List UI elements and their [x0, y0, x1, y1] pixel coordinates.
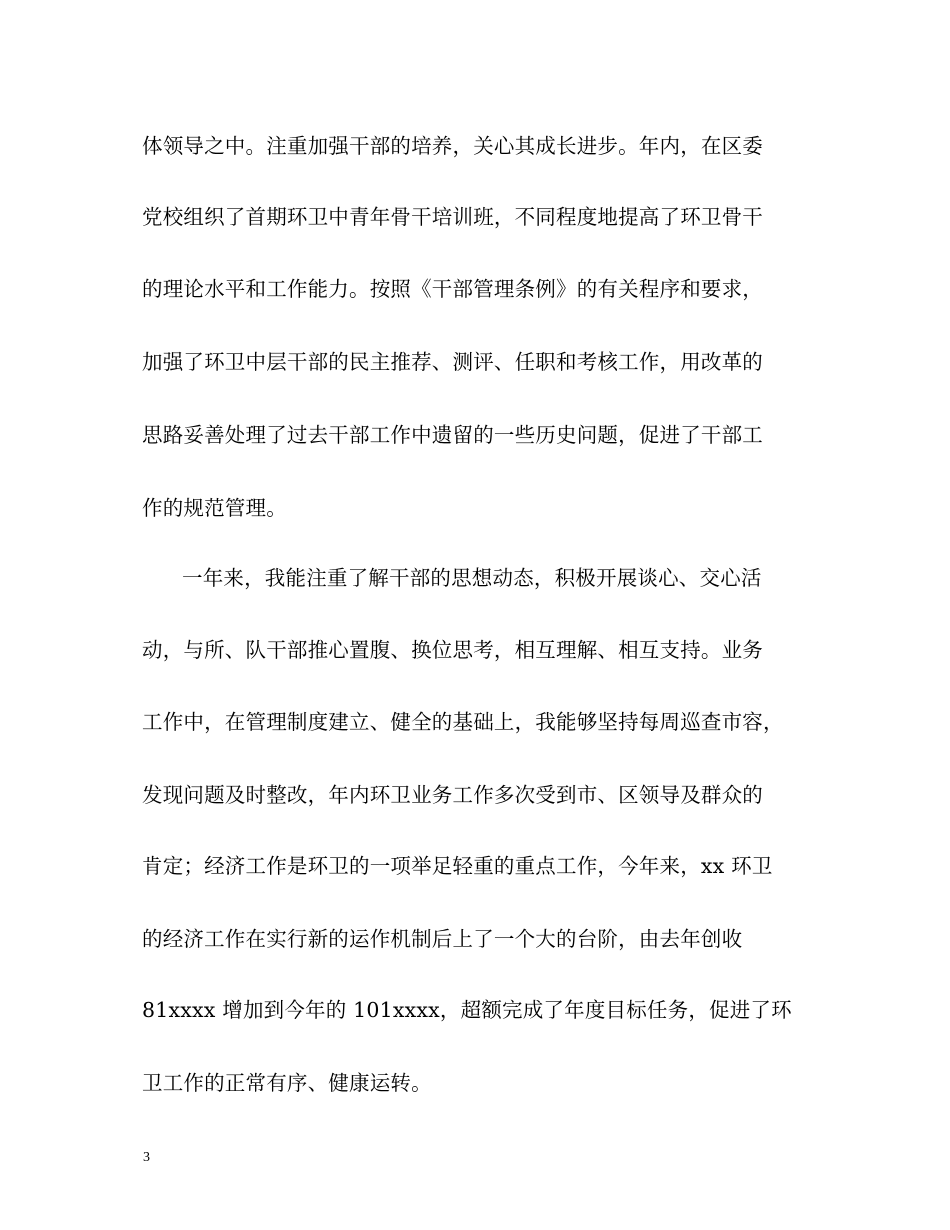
text-line: 81xxxx 增加到今年的 101xxxx，超额完成了年度目标任务，促进了环: [142, 998, 792, 1022]
text-line: 工作中，在管理制度建立、健全的基础上，我能够坚持每周巡查市容，: [142, 710, 784, 734]
text-line: 党校组织了首期环卫中青年骨干培训班，不同程度地提高了环卫骨干: [142, 205, 763, 229]
text-line: 作的规范管理。: [142, 496, 287, 520]
text-line: 思路妥善处理了过去干部工作中遗留的一些历史问题，促进了干部工: [142, 423, 763, 447]
text-line: 发现问题及时整改，年内环卫业务工作多次受到市、区领导及群众的: [142, 783, 763, 807]
text-line: 体领导之中。注重加强干部的培养，关心其成长进步。年内，在区委: [142, 134, 763, 158]
text-line: 的理论水平和工作能力。按照《干部管理条例》的有关程序和要求，: [142, 277, 763, 301]
page-number: 3: [143, 1150, 150, 1165]
text-line: 肯定；经济工作是环卫的一项举足轻重的重点工作，今年来，xx 环卫: [142, 854, 773, 878]
paragraph-start-line: 一年来，我能注重了解干部的思想动态，积极开展谈心、交心活: [182, 566, 762, 590]
text-line: 卫工作的正常有序、健康运转。: [142, 1071, 432, 1095]
text-line: 加强了环卫中层干部的民主推荐、测评、任职和考核工作，用改革的: [142, 350, 763, 374]
text-line: 的经济工作在实行新的运作机制后上了一个大的台阶，由去年创收: [142, 927, 743, 951]
text-line: 动，与所、队干部推心置腹、换位思考，相互理解、相互支持。业务: [142, 638, 763, 662]
